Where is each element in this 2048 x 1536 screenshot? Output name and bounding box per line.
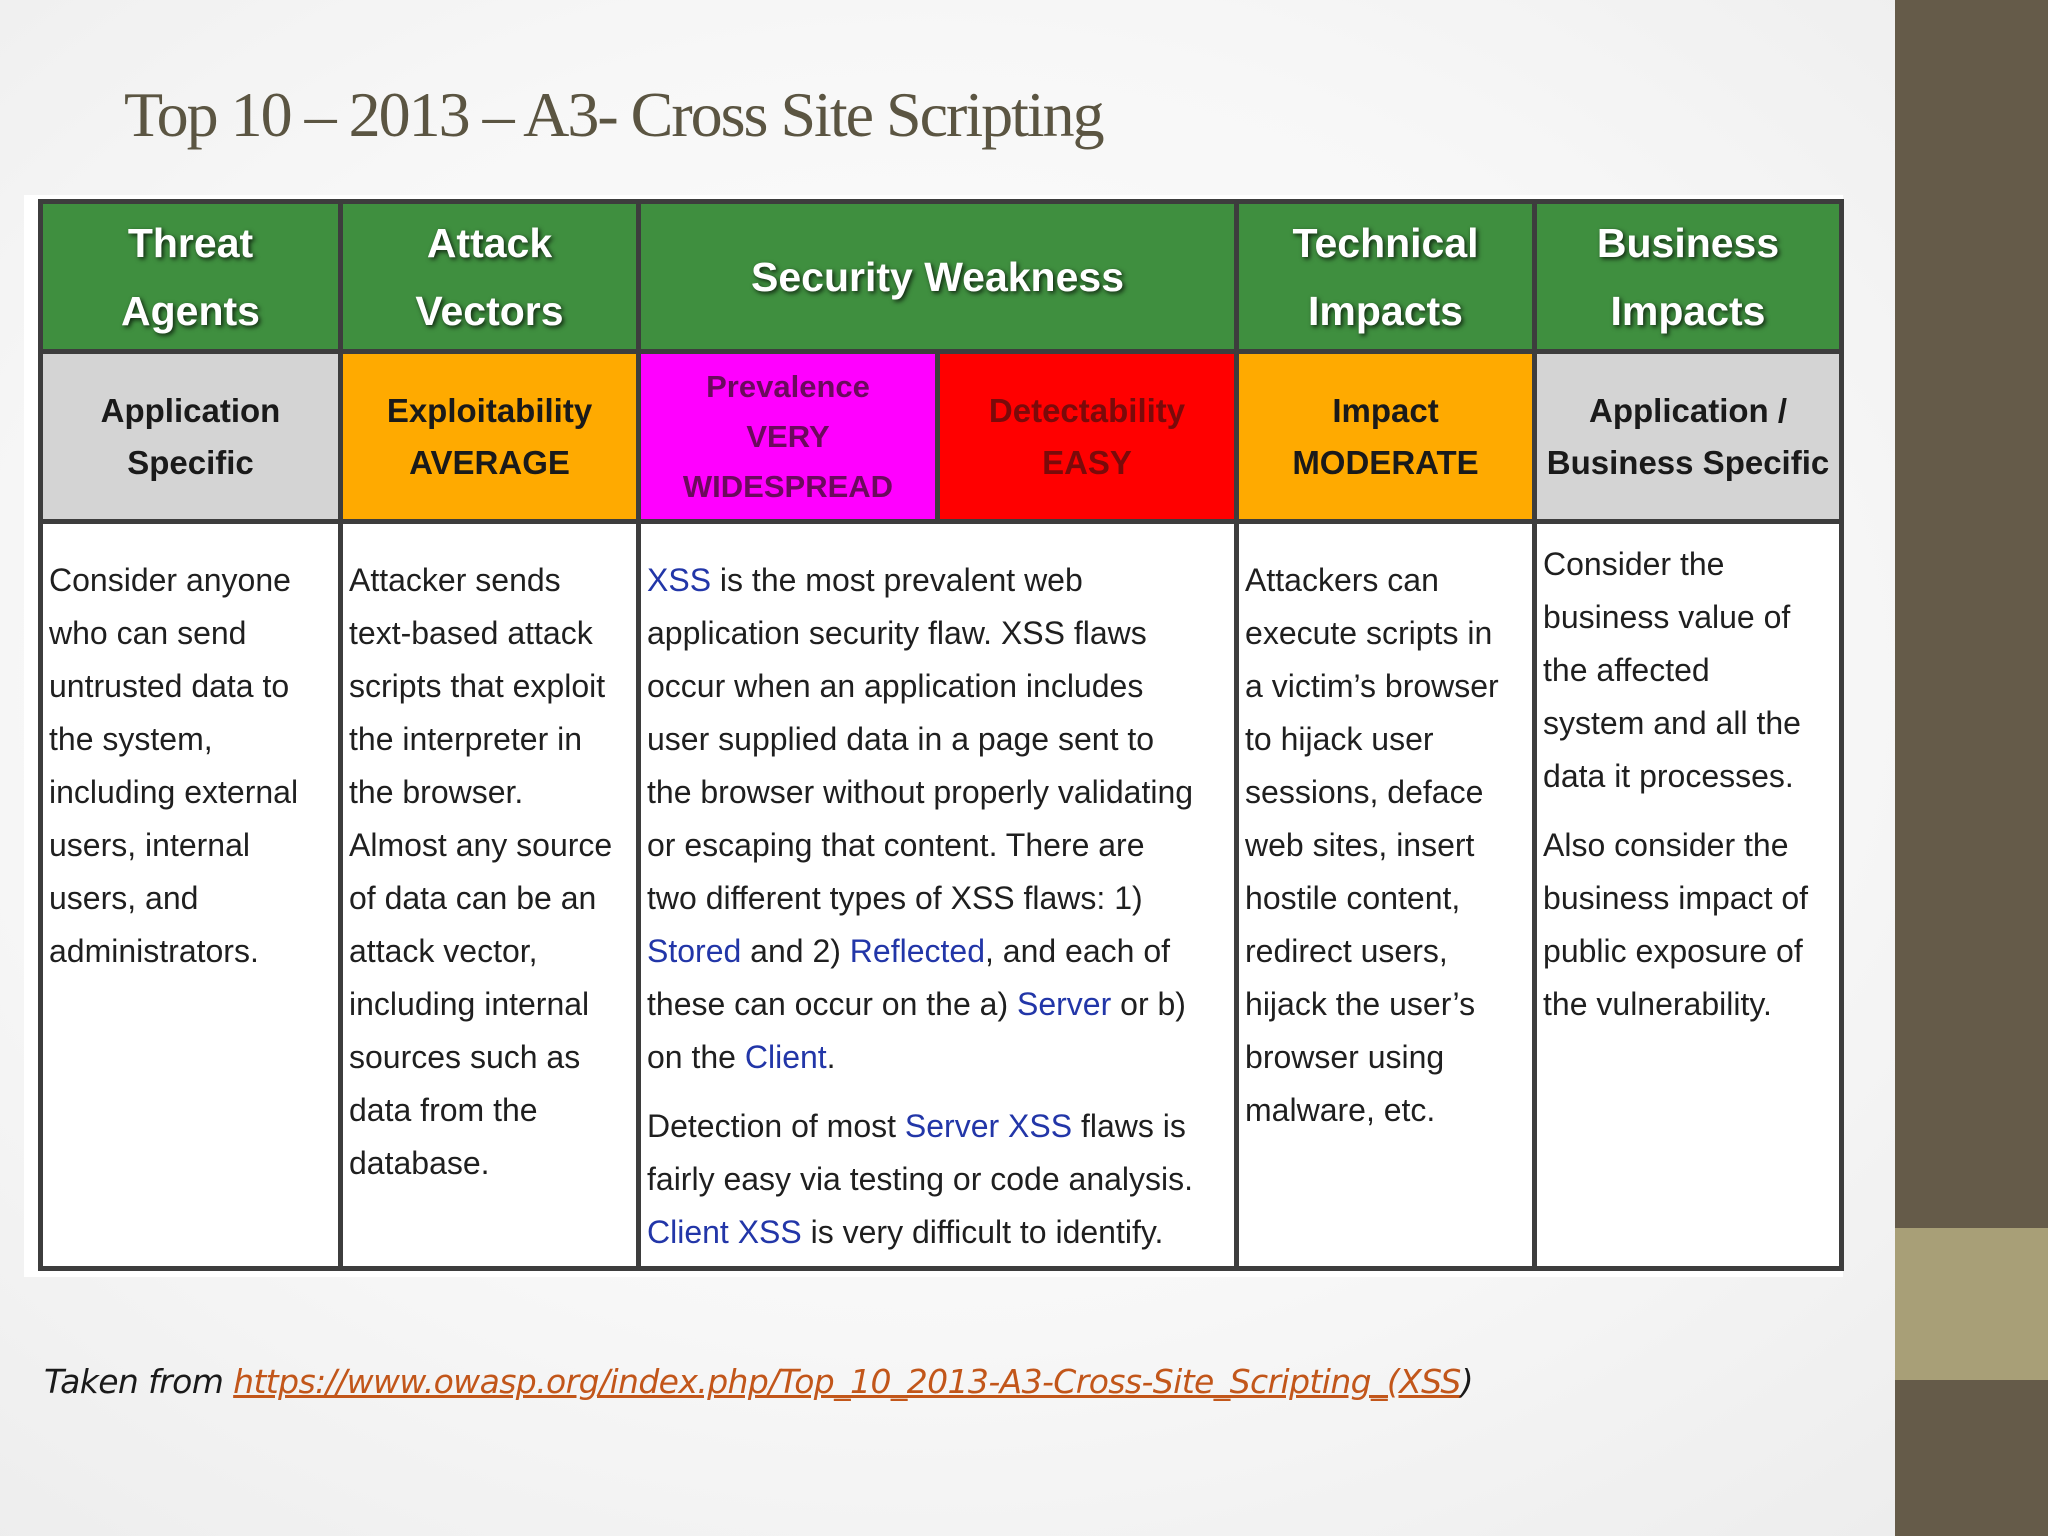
rating-detectability: Detectability EASY — [938, 352, 1237, 522]
description-row — [41, 522, 1842, 1269]
desc-technical-impacts: Attackers can execute scripts in a victim’s browser to hijack user sessions, deface web sites, insert hostile content, redirect users, hijack the user’s browser using malware, etc. — [1237, 522, 1535, 1269]
business-paragraph-1: Consider the business value of the affected system and all the data it processes. — [1543, 546, 1801, 794]
side-decor-accent — [1895, 1228, 2048, 1380]
rating-impact: Impact MODERATE — [1237, 352, 1535, 522]
owasp-risk-table — [38, 199, 1844, 1271]
header-threat-agents: Threat Agents — [41, 202, 341, 352]
desc-attack-vectors: Attacker sends text-based attack scripts that exploit the interpreter in the browser. Almost any source of data can be an attack vector, including internal sources such as data from the database. — [341, 522, 639, 1269]
header-business-impacts: Business Impacts — [1535, 202, 1842, 352]
desc-security-weakness — [639, 522, 1237, 1269]
slide-title: Top 10 – 2013 – A3- Cross Site Scripting — [124, 79, 1103, 150]
weakness-paragraph-1: XSS is the most prevalent web application security flaw. XSS flaws occur when an application includes user supplied data in a page sent to the browser without properly validating or escaping that content. There are two different types of XSS flaws: 1) Stored and 2) Reflected, and each of these can occur on the a) Server or b) on the Client. — [647, 562, 1194, 1075]
rating-threat-agents: Application Specific — [41, 352, 341, 522]
rating-business: Application / Business Specific — [1535, 352, 1842, 522]
source-link[interactable]: https://www.owasp.org/index.php/Top_10_2013-A3-Cross-Site_Scripting_(XSS — [233, 1362, 1461, 1401]
link-server-xss[interactable]: Server XSS — [904, 1108, 1073, 1144]
link-server[interactable]: Server — [1017, 986, 1112, 1022]
rating-prevalence: Prevalence VERY WIDESPREAD — [639, 352, 938, 522]
desc-threat-agents: Consider anyone who can send untrusted data to the system, including external users, internal users, and administrators. — [41, 522, 341, 1269]
rating-exploitability: Exploitability AVERAGE — [341, 352, 639, 522]
link-client[interactable]: Client — [744, 1039, 827, 1075]
weakness-paragraph-2: Detection of most Server XSS flaws is fairly easy via testing or code analysis. Client XSS is very difficult to identify. — [647, 1108, 1194, 1250]
header-row — [41, 202, 1842, 352]
header-technical-impacts: Technical Impacts — [1237, 202, 1535, 352]
link-stored[interactable]: Stored — [647, 933, 742, 969]
link-xss[interactable]: XSS — [647, 562, 712, 598]
business-paragraph-2: Also consider the business impact of public exposure of the vulnerability. — [1543, 827, 1809, 1022]
source-caption: Taken from https://www.owasp.org/index.php/Top_10_2013-A3-Cross-Site_Scripting_(XSS) — [44, 1362, 1473, 1401]
owasp-table-image — [24, 195, 1843, 1277]
desc-business-impacts — [1535, 522, 1842, 1269]
rating-row — [41, 352, 1842, 522]
header-security-weakness: Security Weakness — [639, 202, 1237, 352]
link-reflected[interactable]: Reflected — [849, 933, 985, 969]
link-client-xss[interactable]: Client XSS — [647, 1214, 802, 1250]
header-attack-vectors: Attack Vectors — [341, 202, 639, 352]
